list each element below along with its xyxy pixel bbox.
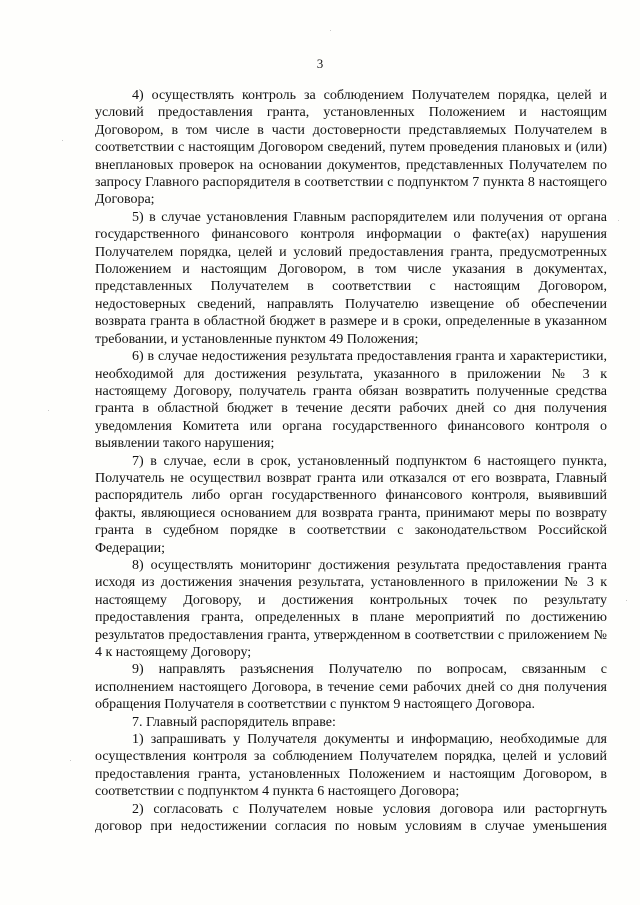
- paragraph-clause-6-6: 6) в случае недостижения результата предоставления гранта и характеристики, необходимой для достижения результата, указанного в приложении № 3 к настоящему Договору, получатель гранта обязан возвратить полученные средства гранта в областной бюджет в течение десяти рабочих дней со дня получения уведомления Комитета или органа государственного финансового контроля о выявлении такого нарушения;: [95, 349, 607, 452]
- paragraph-clause-7-1: 1) запрашивать у Получателя документы и информацию, необходимые для осуществления контроля за соблюдением Получателем порядка, целей и условий предоставления гранта, установленных Положением и настоящим Договором, в соответствии с подпунктом 4 пункта 6 настоящего Договора;: [95, 732, 607, 800]
- section-heading-7: 7. Главный распорядитель вправе:: [132, 714, 336, 730]
- paragraph-clause-6-4: 4) осуществлять контроль за соблюдением Получателем порядка, целей и условий предоставления гранта, установленных Положением и настоящим Договором, в том числе в части достоверности представляемых Получателем в соответствии с настоящим Договором сведений, путем проведения плановых и (или) внеплановых проверок на основании документов, представленных Получателем по запросу Главного распорядителя в соответствии с подпунктом 7 пункта 8 настоящего Договора;: [95, 88, 607, 208]
- paragraph-clause-6-7: 7) в случае, если в срок, установленный подпунктом 6 настоящего пункта, Получатель не осуществил возврат гранта или отказался от его возврата, Главный распорядитель либо орган государственного финансового контроля, выявивший факты, являющиеся основанием для возврата гранта, принимают меры по возврату гранта в судебном порядке в соответствии с законодательством Российской Федерации;: [95, 453, 607, 556]
- document-body: [95, 87, 607, 835]
- scan-speck: [70, 760, 71, 761]
- paragraph-clause-7-2: 2) согласовать с Получателем новые условия договора или расторгнуть договор при недостижении согласия по новым условиям в случае уменьшения: [95, 801, 607, 835]
- scan-speck: [330, 30, 331, 31]
- paragraph-clause-6-5: 5) в случае установления Главным распорядителем или получения от органа государственного финансового контроля информации о факте(ах) нарушения Получателем порядка, целей и условий предоставления гранта, предусмотренных Положением и настоящим Договором, в том числе указания в документах, представленных Получателем в соответствии с настоящим Договором, недостоверных сведений, направлять Получателю извещение об обеспечении возврата гранта в областной бюджет в размере и в сроки, определенные в указанном требовании, и установленные пунктом 49 Положения;: [95, 209, 607, 347]
- scan-speck: [618, 220, 619, 221]
- page-number: 3: [316, 56, 324, 71]
- scan-speck: [48, 410, 49, 411]
- paragraph-clause-6-9: 9) направлять разъяснения Получателю по вопросам, связанным с исполнением настоящего Договора, в течение семи рабочих дней со дня получения обращения Получателя в соответствии с пунктом 9 настоящего Договора.: [95, 662, 607, 713]
- paragraph-clause-6-8: 8) осуществлять мониторинг достижения результата предоставления гранта исходя из достижения значения результата, установленного в приложении № 3 к настоящему Договору, и достижения контрольных точек по результату предоставления гранта, определенных в плане мероприятий по достижению результатов предоставления гранта, утвержденном в соответствии с приложением № 4 к настоящему Договору;: [95, 557, 607, 660]
- scan-speck: [626, 600, 627, 601]
- scan-speck: [62, 140, 63, 141]
